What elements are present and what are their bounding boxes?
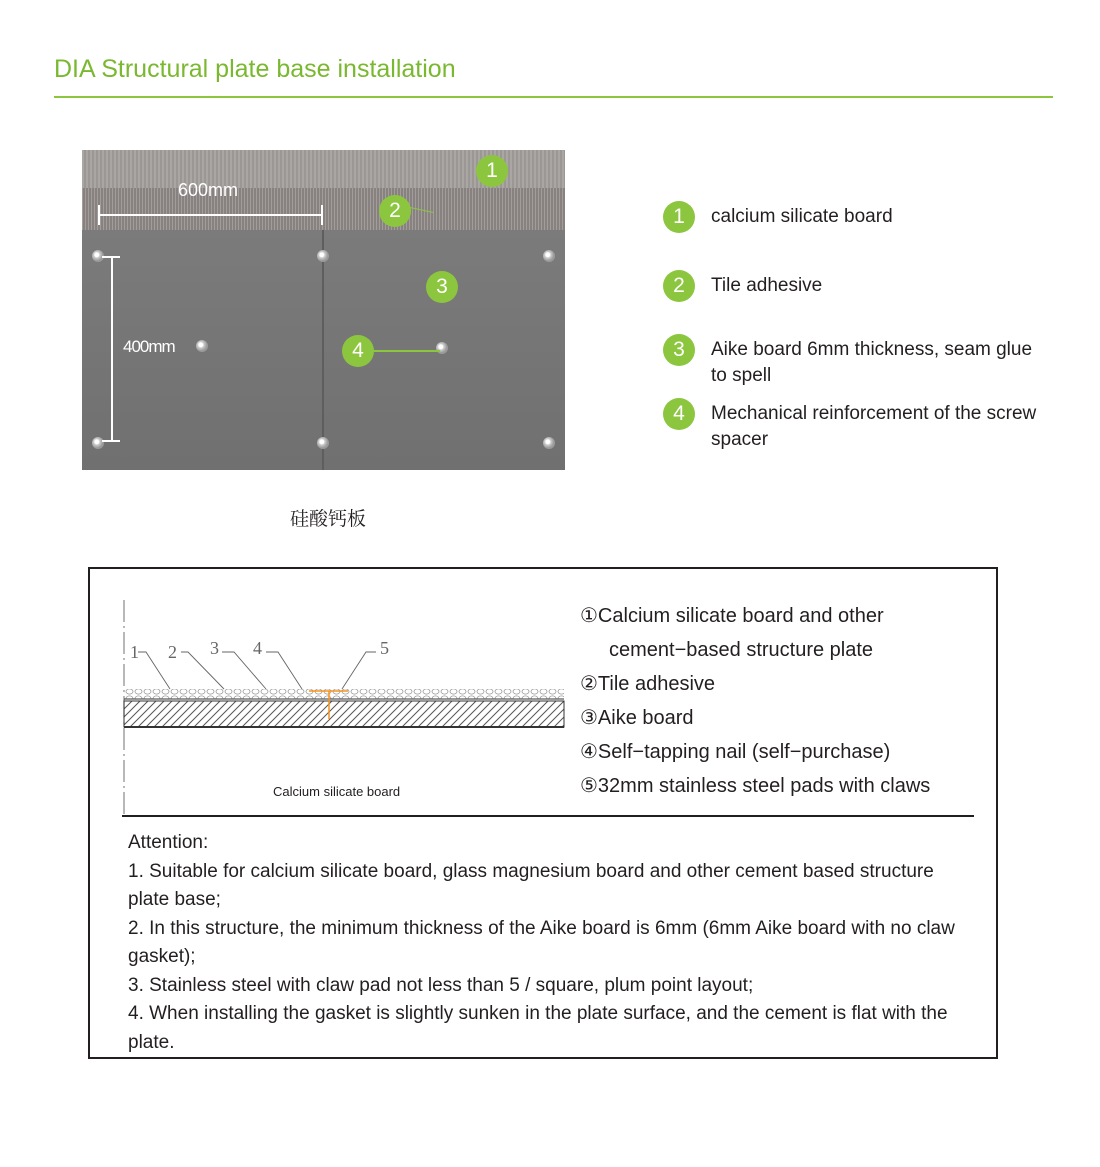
attention-item: 4. When installing the gasket is slightly sunken in the plate surface, and the cement is flat with the plate. [128,1003,948,1053]
parts-item: ④Self−tapping nail (self−purchase) [580,741,891,763]
attention-item: 2. In this structure, the minimum thickness of the Aike board is 6mm (6mm Aike board with no claw gasket); [128,917,955,967]
screw-spacer-icon [543,437,555,449]
marker-1: 1 [476,155,508,187]
section-label-1: 1 [130,642,139,662]
section-detail-box [88,567,998,1059]
attention-notes [128,829,968,1057]
marker-4-leader [374,350,440,352]
section-label-3: 3 [210,638,219,658]
section-label-4: 4 [253,638,262,658]
width-dimension-line [98,214,323,216]
box-divider [122,815,974,817]
calcium-silicate-board-layer [124,701,564,727]
legend-text: Aike board 6mm thickness, seam glue to spell [711,339,1033,386]
section-label-2: 2 [168,642,177,662]
parts-item: ⑤32mm stainless steel pads with claws [580,775,931,797]
attention-item: 3. Stainless steel with claw pad not less than 5 / square, plum point layout; [128,974,754,996]
legend-text: Mechanical reinforcement of the screw spacer [711,403,1037,450]
legend-number: 2 [663,270,695,302]
legend-number: 1 [663,201,695,233]
screw-spacer-icon [436,342,448,354]
legend-text: calcium silicate board [711,206,893,227]
legend-text: Tile adhesive [711,275,823,296]
height-dimension-tick [102,256,120,258]
page-title: DIA Structural plate base installation [54,55,456,83]
height-dimension-label: 400mm [123,337,175,356]
legend-number: 4 [663,398,695,430]
parts-item: ③Aike board [580,707,694,729]
height-dimension-tick [102,440,120,442]
photo-caption: 硅酸钙板 [290,509,367,530]
attention-heading: Attention: [128,832,209,853]
tile-adhesive-layer [82,188,565,230]
marker-2: 2 [379,195,411,227]
screw-spacer-icon [543,250,555,262]
screw-spacer-icon [317,437,329,449]
section-label-5: 5 [380,638,389,658]
board-seam [322,230,324,470]
parts-item: ②Tile adhesive [580,673,716,695]
marker-3: 3 [426,271,458,303]
installation-photo [82,150,565,470]
width-dimension-tick [98,205,100,225]
attention-item: 1. Suitable for calcium silicate board, glass magnesium board and other cement based structure plate base; [128,860,934,910]
width-dimension-label: 600mm [178,180,239,200]
screw-spacer-icon [196,340,208,352]
section-caption: Calcium silicate board [273,784,401,799]
screw-spacer-icon [92,437,104,449]
parts-item: ①Calcium silicate board and other [580,605,884,627]
height-dimension-line [111,256,113,442]
parts-item: cement−based structure plate [609,639,874,661]
title-divider [54,96,1053,98]
legend-number: 3 [663,334,695,366]
parts-list [580,599,930,803]
screw-spacer-icon [317,250,329,262]
marker-4: 4 [342,335,374,367]
width-dimension-tick [321,205,323,225]
